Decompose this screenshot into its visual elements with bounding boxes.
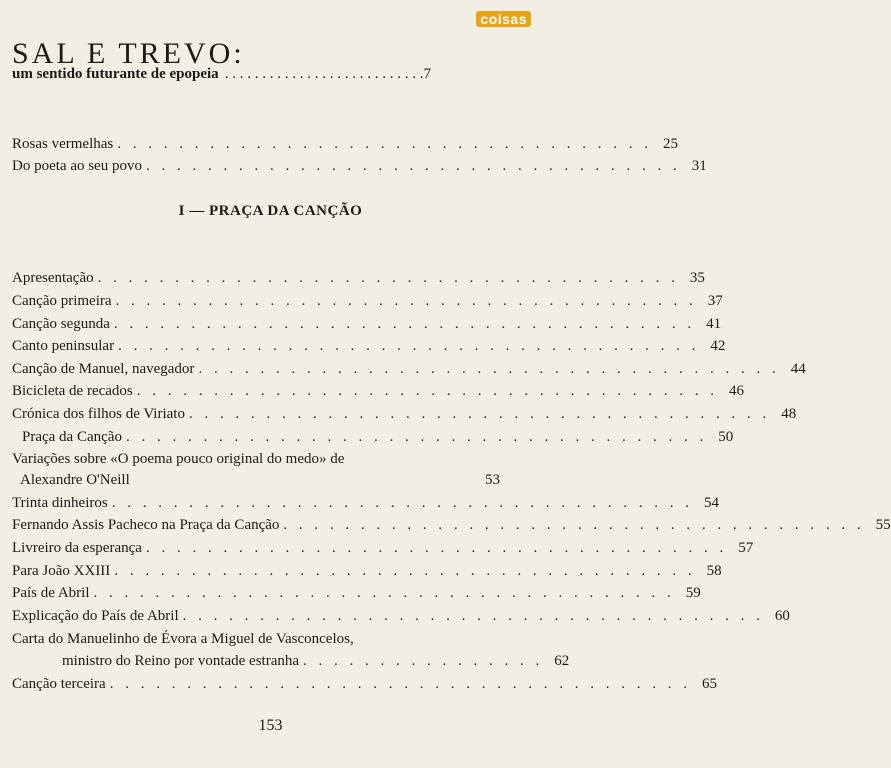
dot-leader: . . . . . . . . . . . . . . . . . . . . . . . . . . . . . . . . . . . . . . [198,361,780,377]
toc-entry [22,428,734,446]
toc-entry-page: 58 [706,563,722,579]
toc-entry-title: Canção terceira [12,676,106,692]
toc-entry [62,652,570,670]
toc-entry-page: 44 [790,361,806,377]
toc-entry-title: Bicicleta de recados [12,383,133,399]
toc-entry-title: Livreiro da esperança [12,540,142,556]
toc-entry [12,584,701,602]
toc-entry-continuation: Alexandre O'Neill [20,472,130,488]
toc-entry-page: 42 [710,338,726,354]
dot-leader: . . . . . . . . . . . . . . . . . . . . . . . . . . . . . . . . . . . . . . [97,270,679,286]
subtitle-page-number: 7 [423,66,431,82]
dot-leader: . . . . . . . . . . . . . . . . . . . . . . . . . . . . . . . . . . . . . . [111,495,693,511]
toc-entry-page: 53 [485,472,500,488]
toc-entry [12,675,717,693]
dot-leader: . . . . . . . . . . . . . . . . . . . . . . . . . . . . . . . . . . . [117,136,652,152]
toc-entry-page: 54 [703,495,719,511]
dot-leader: . . . . . . . . . . . . . . . . . . . . . . . . . . . . . . . . . . . . . . [188,406,771,422]
dot-leader: . . . . . . . . . . . . . . . . . . . . . . . . . . . . . . . . . . . . . . [145,540,728,556]
toc-entry [20,471,500,489]
toc-entry [12,269,705,287]
dot-leader: . . . . . . . . . . . . . . . . . . . . . . . . . . . . . . . . . . . . . . [114,563,696,579]
toc-entry-title: Trinta dinheiros [12,495,108,511]
toc-entry-title: Variações sobre «O poema pouco original do medo» de [12,451,345,467]
dot-leader: . . . . . . . . . . . . . . . . . . . . . . . . . . . . . . . . . . . . . . [113,316,696,332]
toc-entry [12,539,754,557]
toc-entry [12,337,726,355]
toc-entry [12,562,722,580]
toc-entry-title: Canto peninsular [12,338,115,354]
toc-entry-page: 48 [781,406,797,422]
toc-entry-title: País de Abril [12,585,90,601]
toc-entry [12,292,723,310]
toc-entry-page: 25 [662,136,678,152]
toc-entry-title: Canção de Manuel, navegador [12,361,195,377]
dot-leader: . . . . . . . . . . . . . . . . . . . . . . . . . . . . . . . . . . . . . . [136,383,719,399]
book-title: SAL E TREVO: [12,37,245,70]
dot-leader: . . . . . . . . . . . . . . . . . . . . . . . . . . . . . . . . . . . . . . [109,676,691,692]
dot-leader: . . . . . . . . . . . . . . . . . . . . . . . . . . . . . . . . . . . . . . [93,585,675,601]
toc-entry-title: Para João XXIII [12,563,111,579]
dot-leader: . . . . . . . . . . . . . . . . . . . . . . . . . . . . . . . . . . . . . . [283,517,865,533]
toc-entry-page: 57 [738,540,754,556]
toc-entry-page: 41 [706,316,722,332]
toc-entry [12,315,722,333]
toc-entry-title: Do poeta ao seu povo [12,158,142,174]
toc-entry-title: Fernando Assis Pacheco na Praça da Canção [12,517,280,533]
toc-entry [12,405,797,423]
toc-entry [12,135,678,153]
dot-leader: . . . . . . . . . . . . . . . . . . . . . . . . . . . . . . . . . . . . . . [115,293,697,309]
toc-entry [12,157,707,175]
toc-entry [12,516,891,534]
section-heading: I — PRAÇA DA CANÇÃO [178,203,363,219]
toc-entry-page: 62 [554,653,570,669]
toc-entry-title: Praça da Canção [22,429,122,445]
toc-entry [12,494,719,512]
toc-entry-title: Explicação do País de Abril [12,608,179,624]
toc-entry [12,382,745,400]
footer-page-number: 153 [258,717,283,734]
toc-entry-page: 65 [701,676,717,692]
dot-leader: . . . . . . . . . . . . . . . . . . . . . . . . . . . . . . . . . . . . . . [182,608,764,624]
toc-entry [12,607,790,625]
toc-entry-page: 50 [718,429,734,445]
dot-leader: . . . . . . . . . . . . . . . . . . . . . . . . . . . . . . . . . . . . . . [125,429,708,445]
toc-entry-page: 55 [875,517,891,533]
toc-entry-page: 31 [691,158,707,174]
toc-entry-page: 59 [685,585,701,601]
toc-entry-page: 35 [689,270,705,286]
subtitle-text: um sentido futurante de epopeia [12,66,219,82]
subtitle-entry [12,66,500,83]
toc-entry [12,360,806,378]
dot-leader: . . . . . . . . . . . . . . . . [303,653,544,669]
watermark-logo: coisas [476,11,531,27]
toc-entry-title: Carta do Manuelinho de Évora a Miguel de Vasconcelos, [12,631,354,647]
toc-entry-continuation: ministro do Reino por vontade estranha [62,653,300,669]
toc-entry-page: 46 [729,383,745,399]
dot-leader: . . . . . . . . . . . . . . . . . . . . . . . . . . . . . . . . . . . . . . [118,338,700,354]
toc-entry-title: Crónica dos filhos de Viriato [12,406,185,422]
toc-entry-page: 60 [774,608,790,624]
toc-entry-title: Canção primeira [12,293,112,309]
toc-entry-title: Apresentação [12,270,94,286]
dot-leader: . . . . . . . . . . . . . . . . . . . . . . . . . . . . . . . . . . . [145,158,681,174]
toc-entry-title: Rosas vermelhas [12,136,114,152]
dot-leader: . . . . . . . . . . . . . . . . . . . . . . . . . . . [224,66,424,82]
toc-entry-page: 37 [707,293,723,309]
toc-entry-title: Canção segunda [12,316,110,332]
